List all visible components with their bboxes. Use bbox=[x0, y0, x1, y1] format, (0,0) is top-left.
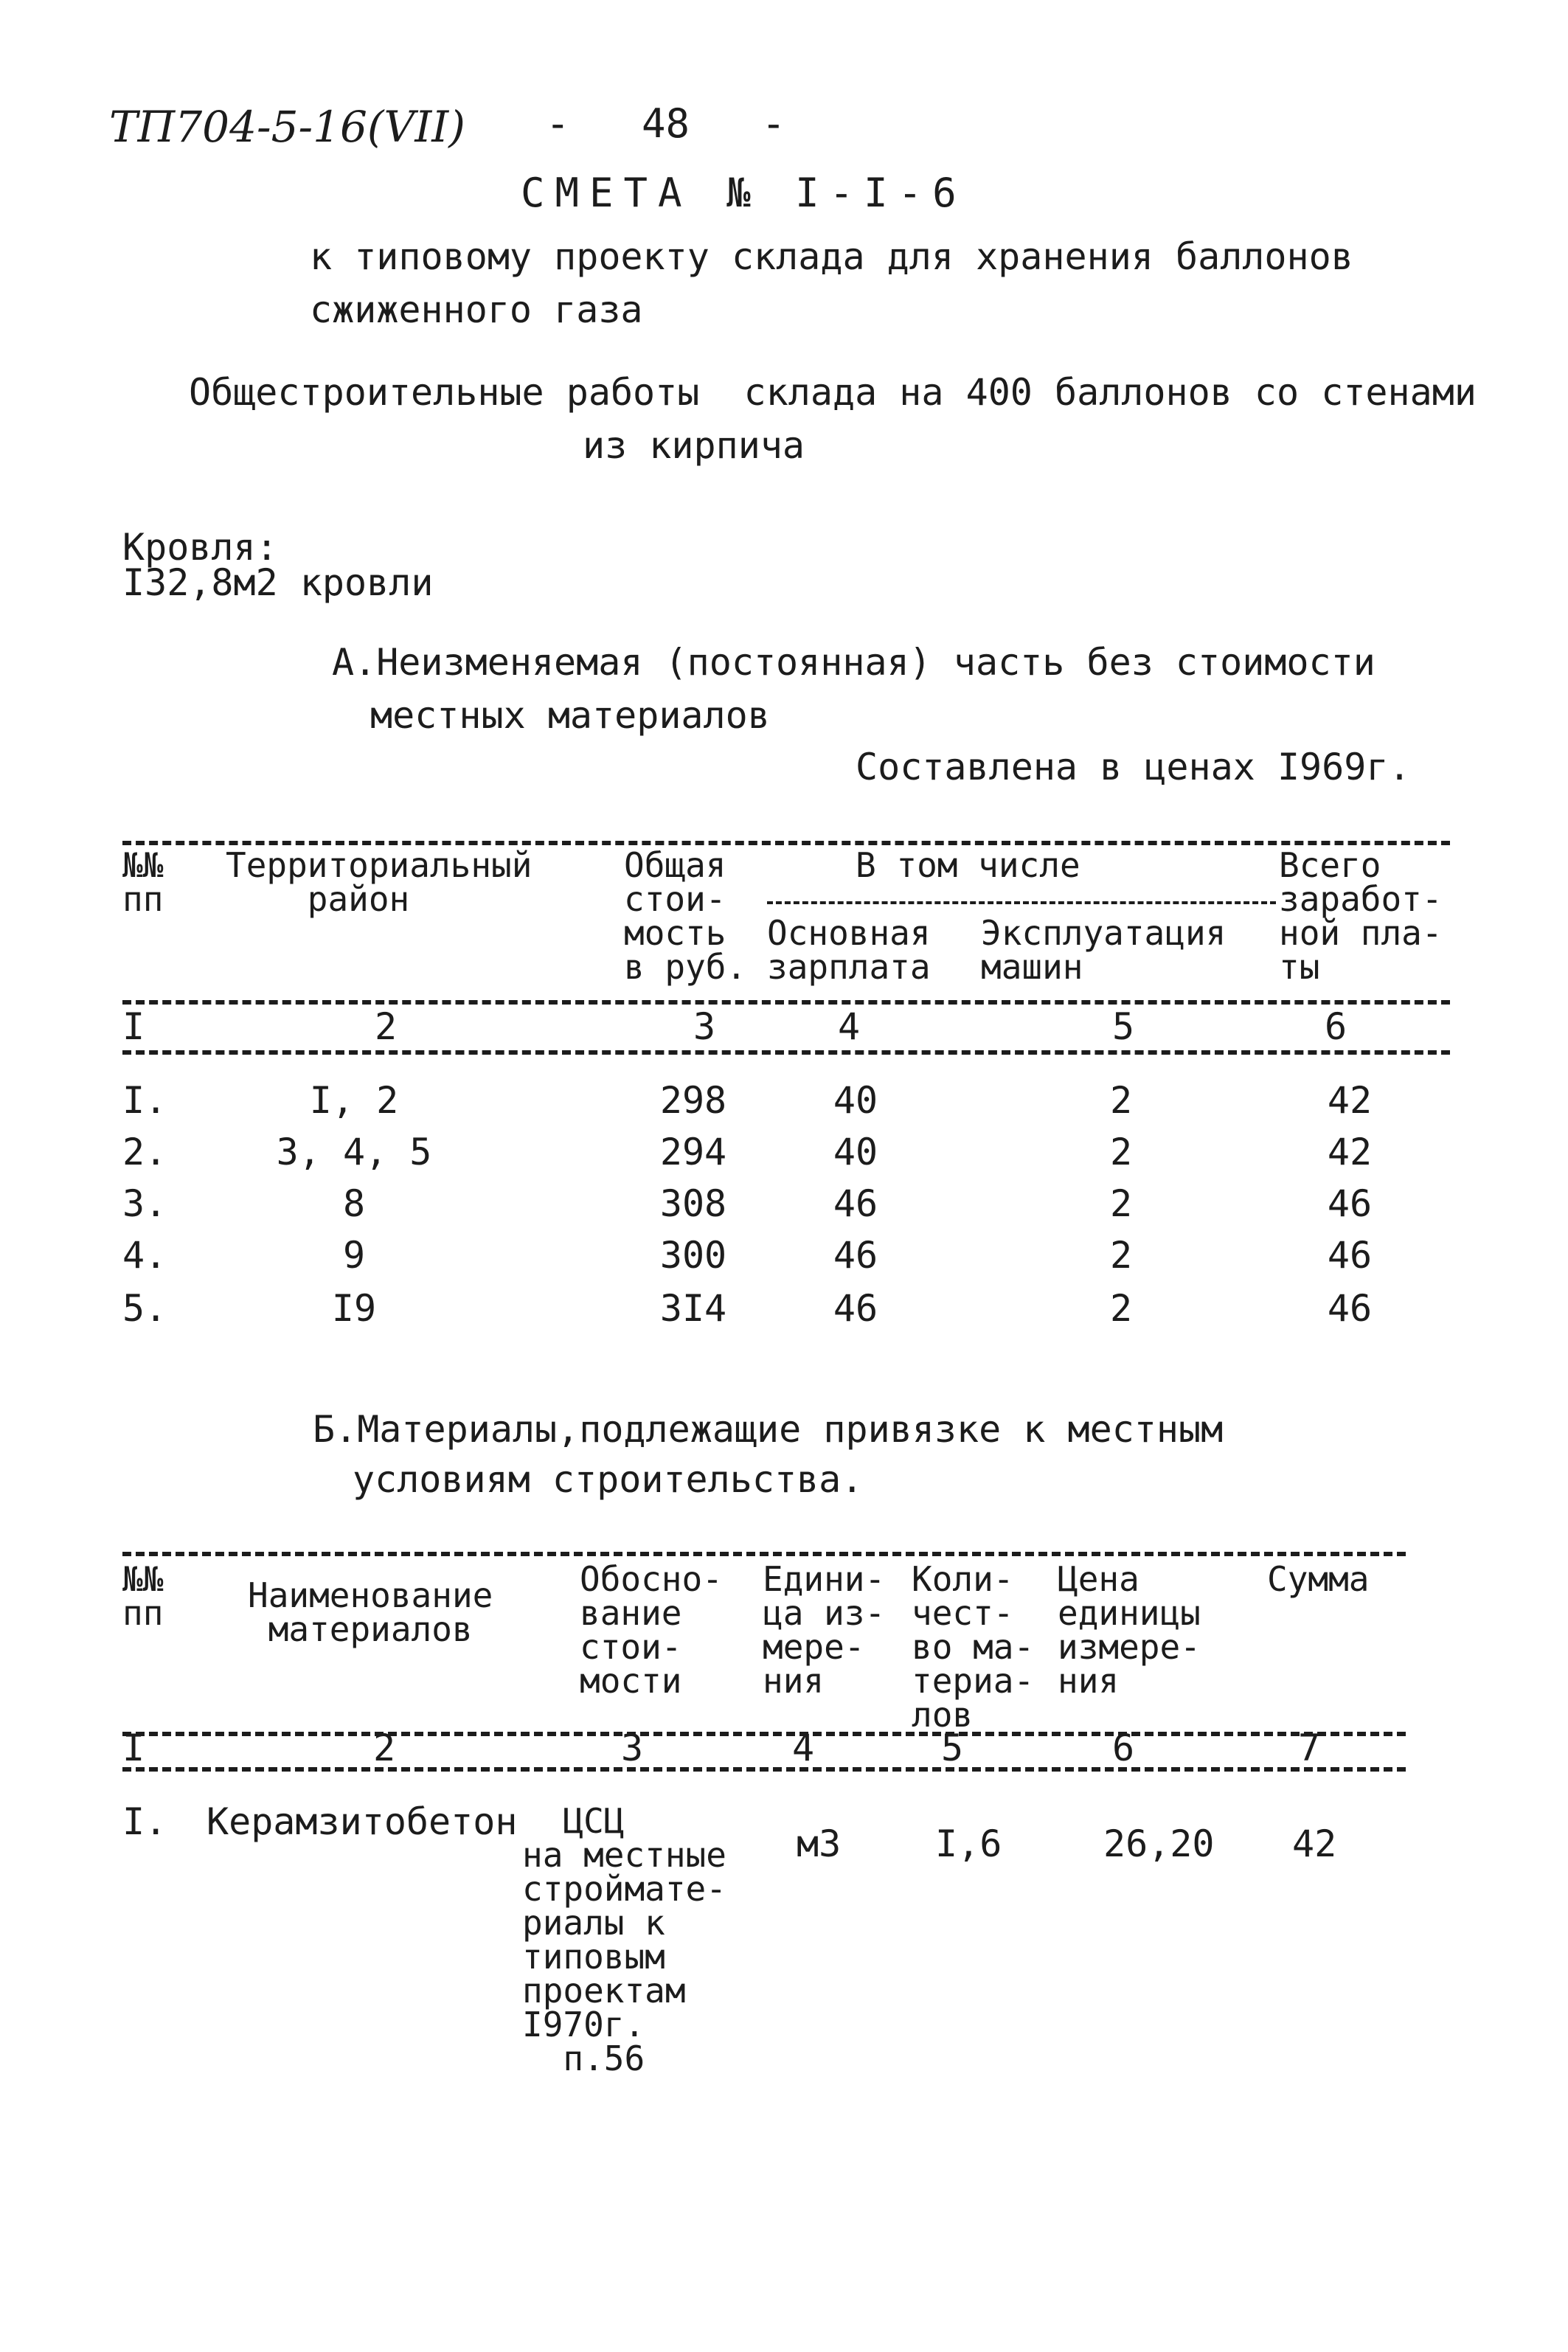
part-b-heading-line-2: условиям строительства. bbox=[353, 1458, 864, 1501]
table-b-colnum-6: 6 bbox=[1112, 1727, 1135, 1769]
row-no: 4. bbox=[122, 1234, 167, 1277]
table-b-header-no: №№ пп bbox=[122, 1559, 164, 1633]
table-b-header-sum: Сумма bbox=[1267, 1559, 1370, 1599]
table-a-header-including: В том числе bbox=[856, 845, 1080, 885]
row-total-salary: 46 bbox=[1327, 1182, 1373, 1225]
row-machines: 2 bbox=[1109, 1079, 1133, 1122]
row-total: 298 bbox=[659, 1079, 727, 1122]
row-region: 8 bbox=[342, 1182, 366, 1225]
part-a-heading-line-1: А.Неизменяемая (постоянная) часть без стоимости bbox=[332, 641, 1376, 684]
table-a-colnum-5: 5 bbox=[1112, 1005, 1135, 1048]
row-total: 3I4 bbox=[659, 1287, 727, 1330]
table-a-colnum-4: 4 bbox=[838, 1005, 861, 1048]
row-quantity: I,6 bbox=[935, 1822, 1002, 1865]
row-machines: 2 bbox=[1109, 1182, 1133, 1225]
table-b-header-name: Наименование материалов bbox=[248, 1575, 493, 1649]
row-no: 5. bbox=[122, 1287, 167, 1330]
subtitle-line-2: сжиженного газа bbox=[310, 288, 643, 331]
row-region: I, 2 bbox=[309, 1079, 399, 1122]
row-no: 3. bbox=[122, 1182, 167, 1225]
row-total-salary: 46 bbox=[1327, 1287, 1373, 1330]
row-total-salary: 42 bbox=[1327, 1079, 1373, 1122]
row-salary: 46 bbox=[833, 1182, 878, 1225]
row-unit: м3 bbox=[797, 1822, 842, 1865]
table-b-colnum-3: 3 bbox=[621, 1727, 644, 1769]
table-b-colnum-4: 4 bbox=[792, 1727, 815, 1769]
row-material-name: Керамзитобетон bbox=[207, 1800, 518, 1843]
page-title: СМЕТА № I-I-6 bbox=[521, 170, 967, 216]
row-total: 308 bbox=[659, 1182, 727, 1225]
row-machines: 2 bbox=[1109, 1287, 1133, 1330]
row-salary: 40 bbox=[833, 1079, 878, 1122]
table-a-header-total: Общая стои- мость в руб. bbox=[624, 845, 747, 987]
table-b-colnum-5: 5 bbox=[941, 1727, 964, 1769]
table-b-top-rule bbox=[122, 1552, 1406, 1556]
row-machines: 2 bbox=[1109, 1131, 1133, 1173]
roof-quantity: I32,8м2 кровли bbox=[122, 561, 434, 604]
row-region: 3, 4, 5 bbox=[276, 1131, 432, 1173]
table-a-colnum-2: 2 bbox=[375, 1005, 398, 1048]
table-a-colnum-1: I bbox=[122, 1005, 145, 1048]
row-total-salary: 42 bbox=[1327, 1131, 1373, 1173]
row-no: I. bbox=[122, 1800, 167, 1843]
row-no: 2. bbox=[122, 1131, 167, 1173]
row-salary: 40 bbox=[833, 1131, 878, 1173]
prices-note: Составлена в ценах I969г. bbox=[856, 746, 1411, 788]
part-a-heading-line-2: местных материалов bbox=[370, 694, 770, 737]
table-b-header-quantity: Коли- чест- во ма- териа- лов bbox=[912, 1559, 1035, 1735]
row-total: 300 bbox=[659, 1234, 727, 1277]
table-b-header-unit: Едини- ца из- мере- ния bbox=[763, 1559, 886, 1701]
row-salary: 46 bbox=[833, 1287, 878, 1330]
table-a-header-total-salary: Всего заработ- ной пла- ты bbox=[1279, 845, 1443, 987]
table-b-header-price: Цена единицы измере- ния bbox=[1058, 1559, 1201, 1701]
row-region: I9 bbox=[331, 1287, 377, 1330]
row-machines: 2 bbox=[1109, 1234, 1133, 1277]
table-b-header-rule bbox=[122, 1732, 1406, 1736]
row-total: 294 bbox=[659, 1131, 727, 1173]
part-b-heading-line-1: Б.Материалы,подлежащие привязке к местным bbox=[313, 1408, 1224, 1451]
row-region: 9 bbox=[342, 1234, 366, 1277]
row-cost-basis: ЦСЦ на местные стройматe- риалы к типовым проектам I970г. п.56 bbox=[522, 1801, 726, 2078]
row-sum: 42 bbox=[1292, 1822, 1337, 1865]
work-description-line-2: из кирпича bbox=[583, 424, 805, 467]
table-a-header-rule bbox=[122, 1000, 1450, 1005]
row-salary: 46 bbox=[833, 1234, 878, 1277]
table-a-colnum-rule bbox=[122, 1050, 1450, 1055]
row-unit-price: 26,20 bbox=[1103, 1822, 1215, 1865]
table-b-colnum-2: 2 bbox=[373, 1727, 396, 1769]
table-b-colnum-7: 7 bbox=[1298, 1727, 1321, 1769]
table-a-header-base-salary: Основная зарплата bbox=[767, 913, 931, 987]
roof-label: Кровля: bbox=[122, 526, 278, 569]
page-number: - 48 - bbox=[546, 100, 786, 147]
table-a-header-no: №№ пп bbox=[122, 845, 164, 919]
table-a-header-region: Территориальный район bbox=[226, 845, 533, 919]
table-a-colnum-6: 6 bbox=[1325, 1005, 1347, 1048]
work-description-line-1: Общестроительные работы склада на 400 баллонов со стенами bbox=[189, 371, 1477, 414]
table-b-colnum-rule bbox=[122, 1767, 1406, 1772]
table-a-colnum-3: 3 bbox=[693, 1005, 716, 1048]
row-total-salary: 46 bbox=[1327, 1234, 1373, 1277]
subtitle-line-1: к типовому проекту склада для хранения баллонов bbox=[310, 235, 1353, 278]
table-b-colnum-1: I bbox=[122, 1727, 145, 1769]
document-code: ТП704-5-16(VII) bbox=[109, 102, 465, 152]
table-b-header-basis: Обосно- вание стои- мости bbox=[580, 1559, 723, 1701]
table-a-header-machines: Эксплуатация машин bbox=[981, 913, 1227, 987]
table-a-subheader-rule bbox=[767, 901, 1276, 904]
row-no: I. bbox=[122, 1079, 167, 1122]
